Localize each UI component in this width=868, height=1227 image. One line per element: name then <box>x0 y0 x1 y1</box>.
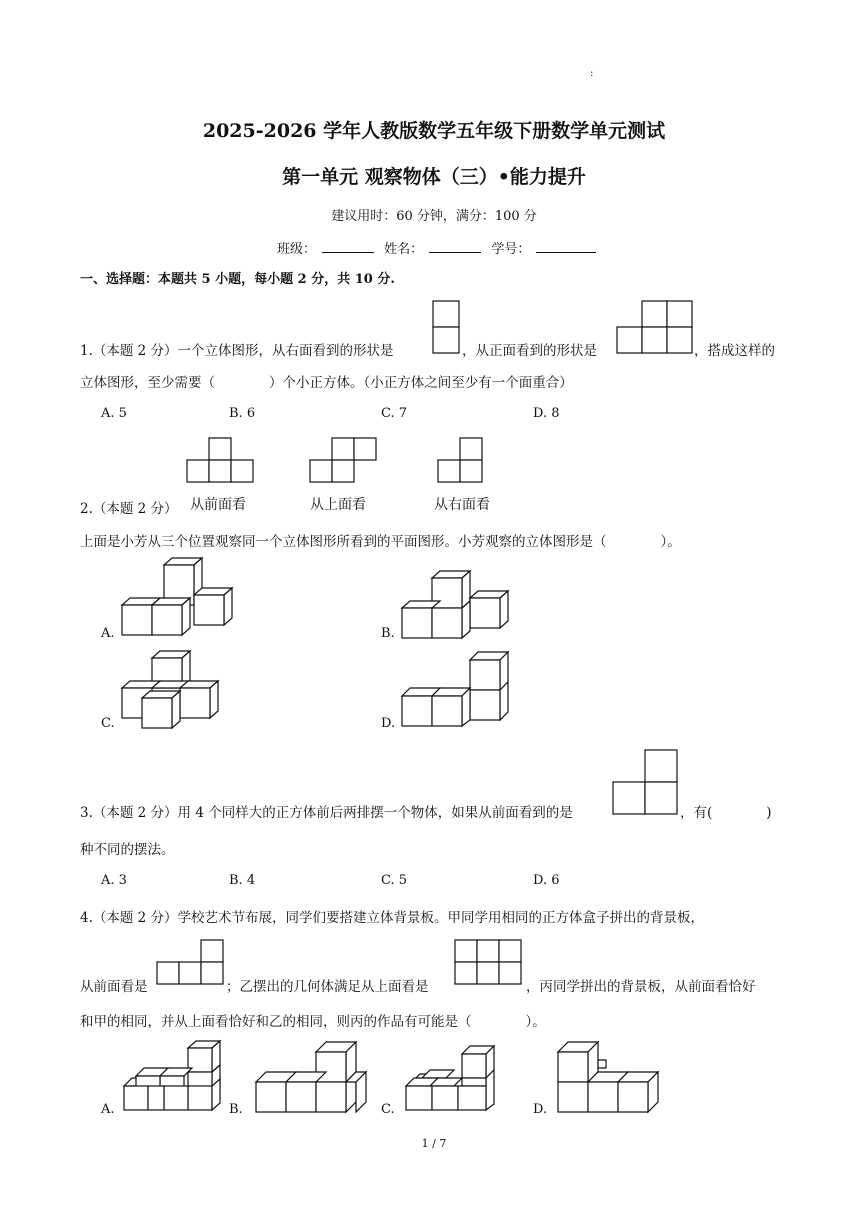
q2-option-a[interactable]: A. <box>101 626 115 641</box>
q1-option-b[interactable]: B. 6 <box>229 406 256 421</box>
q1-right-view-figure <box>432 300 462 355</box>
q4-option-c[interactable]: C. <box>381 1102 395 1117</box>
name-label: 姓名： <box>384 242 424 257</box>
class-label: 班级： <box>277 242 317 257</box>
q4-front-view-figure <box>156 939 226 989</box>
page-number: 1 / 7 <box>421 1137 447 1150</box>
q3-option-a[interactable]: A. 3 <box>101 873 127 888</box>
section-heading: 一、选择题：本题共 5 小题，每小题 2 分，共 10 分. <box>80 272 395 287</box>
q2-stem-prefix: 2.（本题 2 分） <box>80 501 178 517</box>
q2-option-c-figure <box>122 650 234 730</box>
q4-top-view-figure <box>454 939 526 989</box>
q4-option-a[interactable]: A. <box>101 1102 115 1117</box>
q4-text-line3: 和甲的相同，并从上面看恰好和乙的相同，则丙的作品有可能是（ ）。 <box>80 1014 546 1030</box>
q3-option-b[interactable]: B. 4 <box>229 873 256 888</box>
q1-option-a[interactable]: A. 5 <box>101 406 127 421</box>
class-blank <box>322 240 374 253</box>
q1-text-line2: 立体图形，至少需要（ ）个小正方体。（小正方体之间至少有一个面重合） <box>80 375 573 391</box>
q4-option-a-figure <box>124 1040 224 1116</box>
q2-option-c[interactable]: C. <box>101 716 115 731</box>
q2-right-view-figure <box>438 437 488 483</box>
q2-option-b-figure <box>402 570 514 640</box>
q3-front-view-figure <box>612 749 680 815</box>
cube-stack-a <box>122 558 232 635</box>
q1-text-a: 1.（本题 2 分）一个立体图形，从右面看到的形状是 <box>80 343 394 359</box>
page-title: 2025-2026 学年人教版数学五年级下册数学单元测试 <box>202 120 666 142</box>
header-dot: : <box>590 68 594 79</box>
q1-text-c: ，搭成这样的 <box>694 343 775 359</box>
time-info: 建议用时：60 分钟，满分：100 分 <box>331 209 537 224</box>
q2-option-b[interactable]: B. <box>381 626 395 641</box>
q2-stem-line2: 上面是小芳从三个位置观察同一个立体图形所看到的平面图形。小芳观察的立体图形是（ ）。 <box>80 534 681 550</box>
q1-option-d[interactable]: D. 8 <box>533 406 560 421</box>
q4-option-b[interactable]: B. <box>229 1102 243 1117</box>
q2-option-d[interactable]: D. <box>381 716 396 731</box>
q3-text-a: 3.（本题 2 分）用 4 个同样大的正方体前后两排摆一个物体，如果从前面看到的是 <box>80 805 573 821</box>
q4-text-a: 从前面看是 <box>80 979 148 995</box>
q2-label-top: 从上面看 <box>310 497 366 513</box>
q2-option-d-figure <box>402 650 514 730</box>
q2-label-right: 从右面看 <box>434 497 490 513</box>
page-subtitle: 第一单元 观察物体（三）•能力提升 <box>282 166 586 188</box>
q4-text-line1: 4.（本题 2 分）学校艺术节布展，同学们要搭建立体背景板。甲同学用相同的正方体盒子拼出的背景板， <box>80 910 705 926</box>
q4-text-b: ；乙摆出的几何体满足从上面看是 <box>226 979 429 995</box>
name-blank <box>429 240 481 253</box>
q2-front-view-figure <box>187 437 257 483</box>
q1-front-view-figure <box>616 300 696 355</box>
q1-text-b: ，从正面看到的形状是 <box>462 343 597 359</box>
q2-top-view-figure <box>310 437 380 483</box>
q3-text-b: ，有( ) <box>680 805 772 821</box>
id-label: 学号： <box>491 242 531 257</box>
q2-label-front: 从前面看 <box>190 497 246 513</box>
q4-option-d-figure <box>556 1040 672 1116</box>
q2-option-a-figure <box>122 557 234 639</box>
q4-text-c: ，丙同学拼出的背景板，从前面看恰好 <box>526 979 756 995</box>
q3-option-c[interactable]: C. 5 <box>381 873 408 888</box>
q4-option-b-figure <box>254 1040 370 1116</box>
id-blank <box>536 240 596 253</box>
q4-option-c-figure <box>404 1044 504 1116</box>
q3-text-line2: 种不同的摆法。 <box>80 842 175 858</box>
q3-option-d[interactable]: D. 6 <box>533 873 560 888</box>
q1-option-c[interactable]: C. 7 <box>381 406 408 421</box>
student-info-row <box>277 238 602 257</box>
q4-option-d[interactable]: D. <box>533 1102 548 1117</box>
